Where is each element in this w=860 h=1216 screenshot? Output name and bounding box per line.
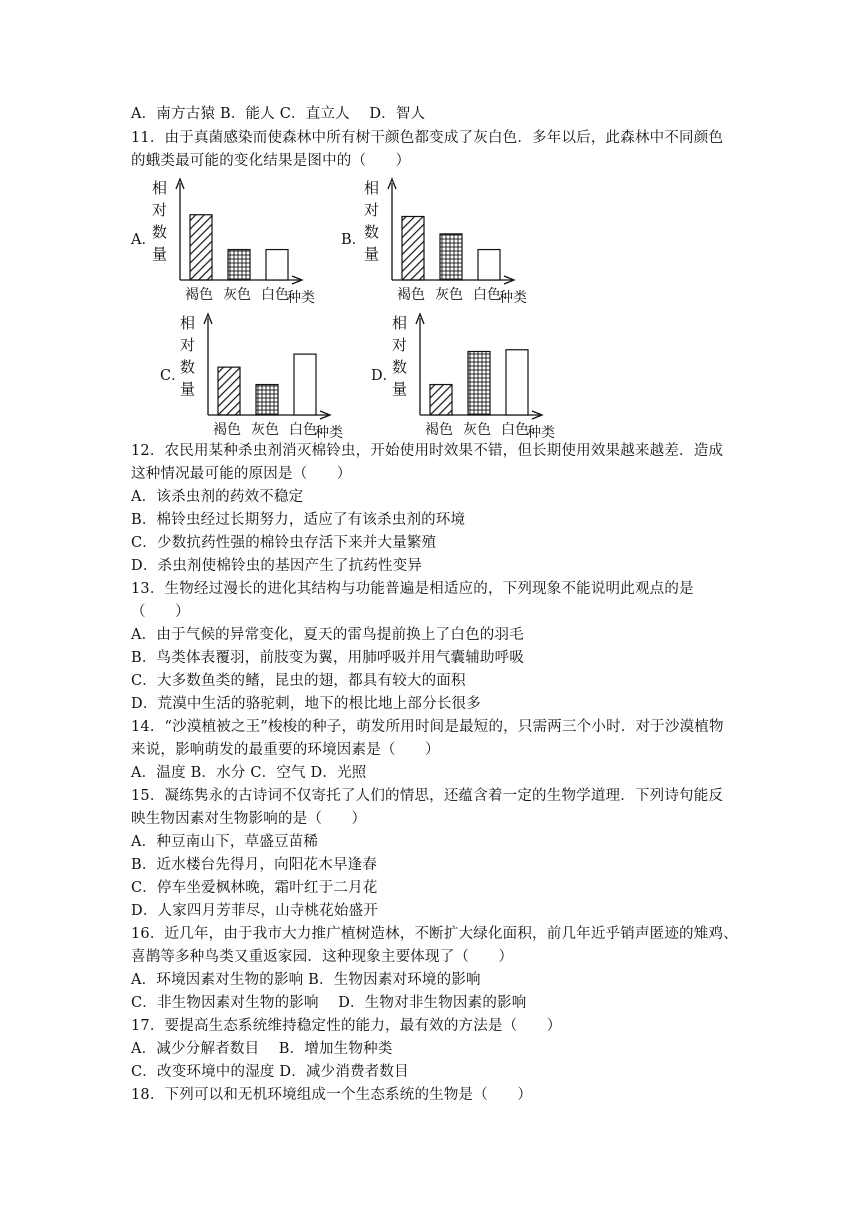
q17-stem: 17．要提高生态系统维持稳定性的能力，最有效的方法是（ ）: [131, 1018, 562, 1034]
q12-option-d: D．杀虫剂使棉铃虫的基因产生了抗药性变异: [131, 558, 423, 574]
x-axis-label: 种类: [315, 425, 343, 441]
chart-c: [178, 310, 368, 450]
q12-option-a: A．该杀虫剂的药效不稳定: [131, 489, 304, 505]
y-axis-label-char: 对: [180, 336, 196, 354]
q15-stem-line1: 15．凝练隽永的古诗词不仅寄托了人们的情思，还蕴含着一定的生物学道理．下列诗句能反: [131, 788, 724, 804]
q14-stem-line1: 14．“沙漠植被之王”梭梭的种子，萌发所用时间是最短的，只需两三个小时．对于沙漠植物: [131, 719, 724, 735]
x-tick-label: 灰色: [463, 422, 491, 438]
x-tick-label: 灰色: [251, 422, 279, 438]
y-axis-label-char: 对: [392, 336, 408, 354]
y-axis-label-char: 相: [392, 314, 408, 332]
bar-灰色: [468, 351, 490, 415]
y-axis-label-char: 相: [180, 314, 196, 332]
bar-灰色: [440, 234, 462, 280]
x-tick-label: 白色: [289, 422, 317, 438]
q14-stem-line2: 来说，影响萌发的最重要的环境因素是（ ）: [131, 742, 440, 758]
y-axis-label-char: 对: [152, 201, 168, 219]
q14-options: A．温度 B．水分 C．空气 D．光照: [131, 765, 367, 781]
q15-option-c: C．停车坐爱枫林晚，霜叶红于二月花: [131, 880, 378, 896]
chart-a: [150, 175, 340, 315]
y-axis-label-char: 数: [152, 223, 168, 241]
q13-option-a: A．由于气候的异常变化，夏天的雷鸟提前换上了白色的羽毛: [131, 627, 524, 643]
q12-stem-line2: 这种情况最可能的原因是（ ）: [131, 466, 352, 482]
y-axis-label-char: 量: [392, 380, 408, 398]
q11-stem-line1: 11．由于真菌感染而使森林中所有树干颜色都变成了灰白色．多年以后，此森林中不同颜色: [131, 130, 724, 146]
x-axis-label: 种类: [527, 425, 555, 441]
q12-stem-line1: 12．农民用某种杀虫剂消灭棉铃虫，开始使用时效果不错，但长期使用效果越来越差．造成: [131, 443, 724, 459]
chart-b-option-label: B．: [341, 232, 367, 248]
y-axis-label-char: 对: [364, 201, 380, 219]
q15-stem-line2: 映生物因素对生物影响的是（ ）: [131, 811, 367, 827]
q17-options-cd: C．改变环境中的湿度 D．减少消费者数目: [131, 1064, 409, 1080]
x-tick-label: 灰色: [435, 287, 463, 303]
bar-灰色: [256, 385, 278, 415]
chart-a-option-label: A．: [131, 232, 156, 248]
q15-option-d: D．人家四月芳菲尽，山寺桃花始盛开: [131, 903, 379, 919]
chart-b: [362, 175, 552, 315]
y-axis-label-char: 量: [180, 380, 196, 398]
x-tick-label: 白色: [501, 422, 529, 438]
bar-褐色: [190, 215, 212, 280]
q13-stem-line1: 13．生物经过漫长的进化其结构与功能普遍是相适应的，下列现象不能说明此观点的是: [131, 581, 694, 597]
q11-stem-line2: 的蛾类最可能的变化结果是图中的（ ）: [131, 153, 411, 169]
q15-option-b: B．近水楼台先得月，向阳花木早逢春: [131, 857, 378, 873]
x-tick-label: 褐色: [213, 422, 241, 438]
q12-option-c: C．少数抗药性强的棉铃虫存活下来并大量繁殖: [131, 535, 437, 551]
x-tick-label: 褐色: [185, 287, 213, 303]
q13-stem-line2: （ ）: [131, 604, 190, 620]
chart-d-option-label: D．: [371, 368, 398, 384]
q16-stem-line1: 16．近几年，由于我市大力推广植树造林，不断扩大绿化面积，前几年近乎销声匿迹的雉鸡、: [131, 926, 738, 942]
q13-option-b: B．鸟类体表覆羽，前肢变为翼，用肺呼吸并用气囊辅助呼吸: [131, 650, 525, 666]
bar-褐色: [218, 367, 240, 415]
bar-灰色: [228, 250, 250, 280]
x-tick-label: 白色: [473, 287, 501, 303]
y-axis-label-char: 数: [364, 223, 380, 241]
y-axis-label-char: 相: [364, 179, 380, 197]
y-axis-label-char: 数: [392, 358, 408, 376]
bar-褐色: [402, 216, 424, 280]
y-axis-label-char: 量: [152, 245, 168, 263]
q15-option-a: A．种豆南山下，草盛豆苗稀: [131, 834, 319, 850]
bar-白色: [478, 250, 500, 280]
x-tick-label: 灰色: [223, 287, 251, 303]
q13-option-d: D．荒漠中生活的骆驼刺，地下的根比地上部分长很多: [131, 696, 481, 712]
bar-白色: [294, 354, 316, 415]
q17-options-ab: A．减少分解者数目 B．增加生物种类: [131, 1041, 393, 1057]
x-axis-label: 种类: [287, 290, 315, 306]
q16-stem-line2: 喜鹊等多种鸟类又重返家园．这种现象主要体现了（ ）: [131, 949, 514, 965]
bar-褐色: [430, 385, 452, 415]
bar-白色: [506, 350, 528, 415]
q18-stem: 18．下列可以和无机环境组成一个生态系统的生物是（ ）: [131, 1087, 533, 1103]
x-tick-label: 白色: [261, 287, 289, 303]
q10-options: A．南方古猿 B．能人 C．直立人 D．智人: [131, 106, 426, 122]
y-axis-label-char: 相: [152, 179, 168, 197]
q12-option-b: B．棉铃虫经过长期努力，适应了有该杀虫剂的环境: [131, 512, 466, 528]
bar-白色: [266, 250, 288, 280]
q16-options-cd: C．非生物因素对生物的影响 D．生物对非生物因素的影响: [131, 995, 527, 1011]
x-tick-label: 褐色: [425, 422, 453, 438]
y-axis-label-char: 数: [180, 358, 196, 376]
chart-d: [390, 310, 580, 450]
q13-option-c: C．大多数鱼类的鳍，昆虫的翅，都具有较大的面积: [131, 673, 466, 689]
q16-options-ab: A．环境因素对生物的影响 B．生物因素对环境的影响: [131, 972, 481, 988]
x-tick-label: 褐色: [397, 287, 425, 303]
chart-c-option-label: C．: [160, 368, 186, 384]
x-axis-label: 种类: [499, 290, 527, 306]
y-axis-label-char: 量: [364, 245, 380, 263]
